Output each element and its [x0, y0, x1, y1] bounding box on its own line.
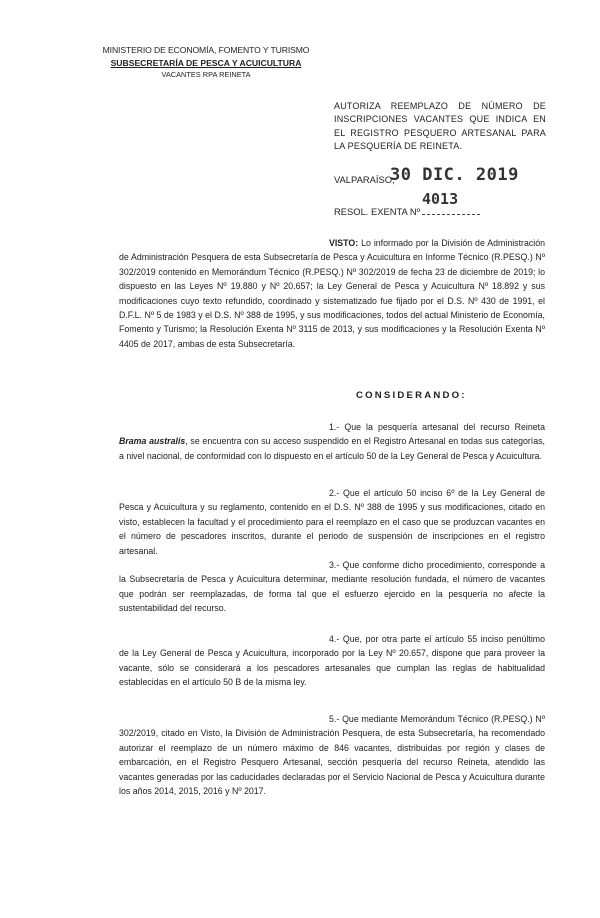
- considerando-item: [119, 558, 545, 616]
- letterhead: [76, 44, 336, 82]
- date-stamp: 30 DIC. 2019: [390, 165, 519, 185]
- item-text: Que mediante Memorándum Técnico (R.PESQ.) Nº 302/2019, citado en Visto, la División de Administración Pesquera, de esta Subsecretaría, ha recomendado autorizar el reemplazo de un número máximo de 846 vacantes, distribuidas por región y clases de embarcación, en el Registro Pesquero Artesanal, sección pesquería del recurso Reineta, atendido las vacantes generadas por las caducidades declaradas por el Servicio Nacional de Pesca y Acuicultura durante los años 2014, 2015, 2016 y Nº 2017.: [119, 714, 545, 797]
- item-number: 1.-: [329, 422, 340, 432]
- species-name: Brama australis: [119, 436, 186, 447]
- considerando-item: [119, 712, 545, 798]
- item-number: 2.-: [329, 488, 340, 498]
- place-label: VALPARAÍSO,: [334, 174, 395, 185]
- considerando-item: [119, 420, 545, 463]
- resolution-number-stamp: 4013: [422, 190, 459, 208]
- unit-name: VACANTES RPA REINETA: [161, 70, 251, 79]
- considerando-heading: CONSIDERANDO:: [356, 390, 467, 401]
- item-text: Que, por otra parte el artículo 55 inciso penúltimo de la Ley General de Pesca y Acuicultura, incorporado por la Ley Nº 20.657, dispone que para proveer la vacante, sólo se considerará a los pescadores artesanales que cumplan las reglas de habitualidad establecidas en el artículo 50 B de la misma ley.: [119, 634, 545, 688]
- item-text: Que el artículo 50 inciso 6º de la Ley General de Pesca y Acuicultura y su reglamento, contenido en el D.S. Nº 388 de 1995 y sus modificaciones, citado en visto, establecen la facultad y el procedimiento para el reemplazo en el caso que se produzcan vacantes en el número de pescadores inscritos, durante el periodo de suspensión de inscripciones en el registro artesanal.: [119, 488, 545, 556]
- undersecretariat-name: SUBSECRETARÍA DE PESCA Y ACUICULTURA: [110, 57, 302, 68]
- ministry-name: MINISTERIO DE ECONOMÍA, FOMENTO Y TURISMO: [102, 45, 310, 55]
- item-number: 3.-: [329, 560, 340, 570]
- document-subject: AUTORIZA REEMPLAZO DE NÚMERO DE INSCRIPCIONES VACANTES QUE INDICA EN EL REGISTRO PESQUERO ARTESANAL PARA LA PESQUERÍA DE REINETA.: [334, 101, 546, 152]
- considerando-item: [119, 486, 545, 558]
- item-number: 5.-: [329, 714, 340, 724]
- visto-paragraph: [119, 236, 545, 351]
- item-text-cont: , se encuentra con su acceso suspendido en el Registro Artesanal en todas sus categorías, a nivel nacional, de conformidad con lo dispuesto en el artículo 50 de la Ley General de Pesca y Acuicultura.: [119, 436, 545, 461]
- item-text: Que conforme dicho procedimiento, corresponde a la Subsecretaría de Pesca y Acuicultura determinar, mediante resolución fundada, el número de vacantes que podrán ser reemplazadas, de forma tal que el esfuerzo ejercido en la pesquería no afecte la sustentabilidad del recurso.: [119, 560, 545, 614]
- item-text: Que la pesquería artesanal del recurso Reineta: [339, 422, 545, 432]
- item-number: 4.-: [329, 634, 340, 644]
- resolution-line: [334, 206, 480, 217]
- resolution-label: RESOL. EXENTA Nº: [334, 206, 421, 217]
- visto-text: Lo informado por la División de Administración de Administración Pesquera de esta Subsecretaría de Pesca y Acuicultura en Informe Técnico (R.PESQ.) Nº 302/2019 contenido en Memorándum Técnico (R.PESQ.) Nº 302/2019 de fecha 23 de diciembre de 2019; lo dispuesto en las Leyes Nº 19.880 y Nº 20.657; la Ley General de Pesca y Acuicultura Nº 18.892 y sus modificaciones cuyo texto refundido, coordinado y sistematizado fue fijado por el D.S. Nº 430 de 1991, el D.F.L. Nº 5 de 1983 y el D.S. Nº 388 de 1995, y sus modificaciones, todos del actual Ministerio de Economía, Fomento y Turismo; la Resolución Exenta Nº 3115 de 2013, y sus modificaciones y la Resolución Exenta Nº 4405 de 2017, ambas de esta Subsecretaría.: [119, 238, 545, 349]
- considerando-item: [119, 632, 545, 690]
- visto-label: VISTO:: [329, 238, 359, 248]
